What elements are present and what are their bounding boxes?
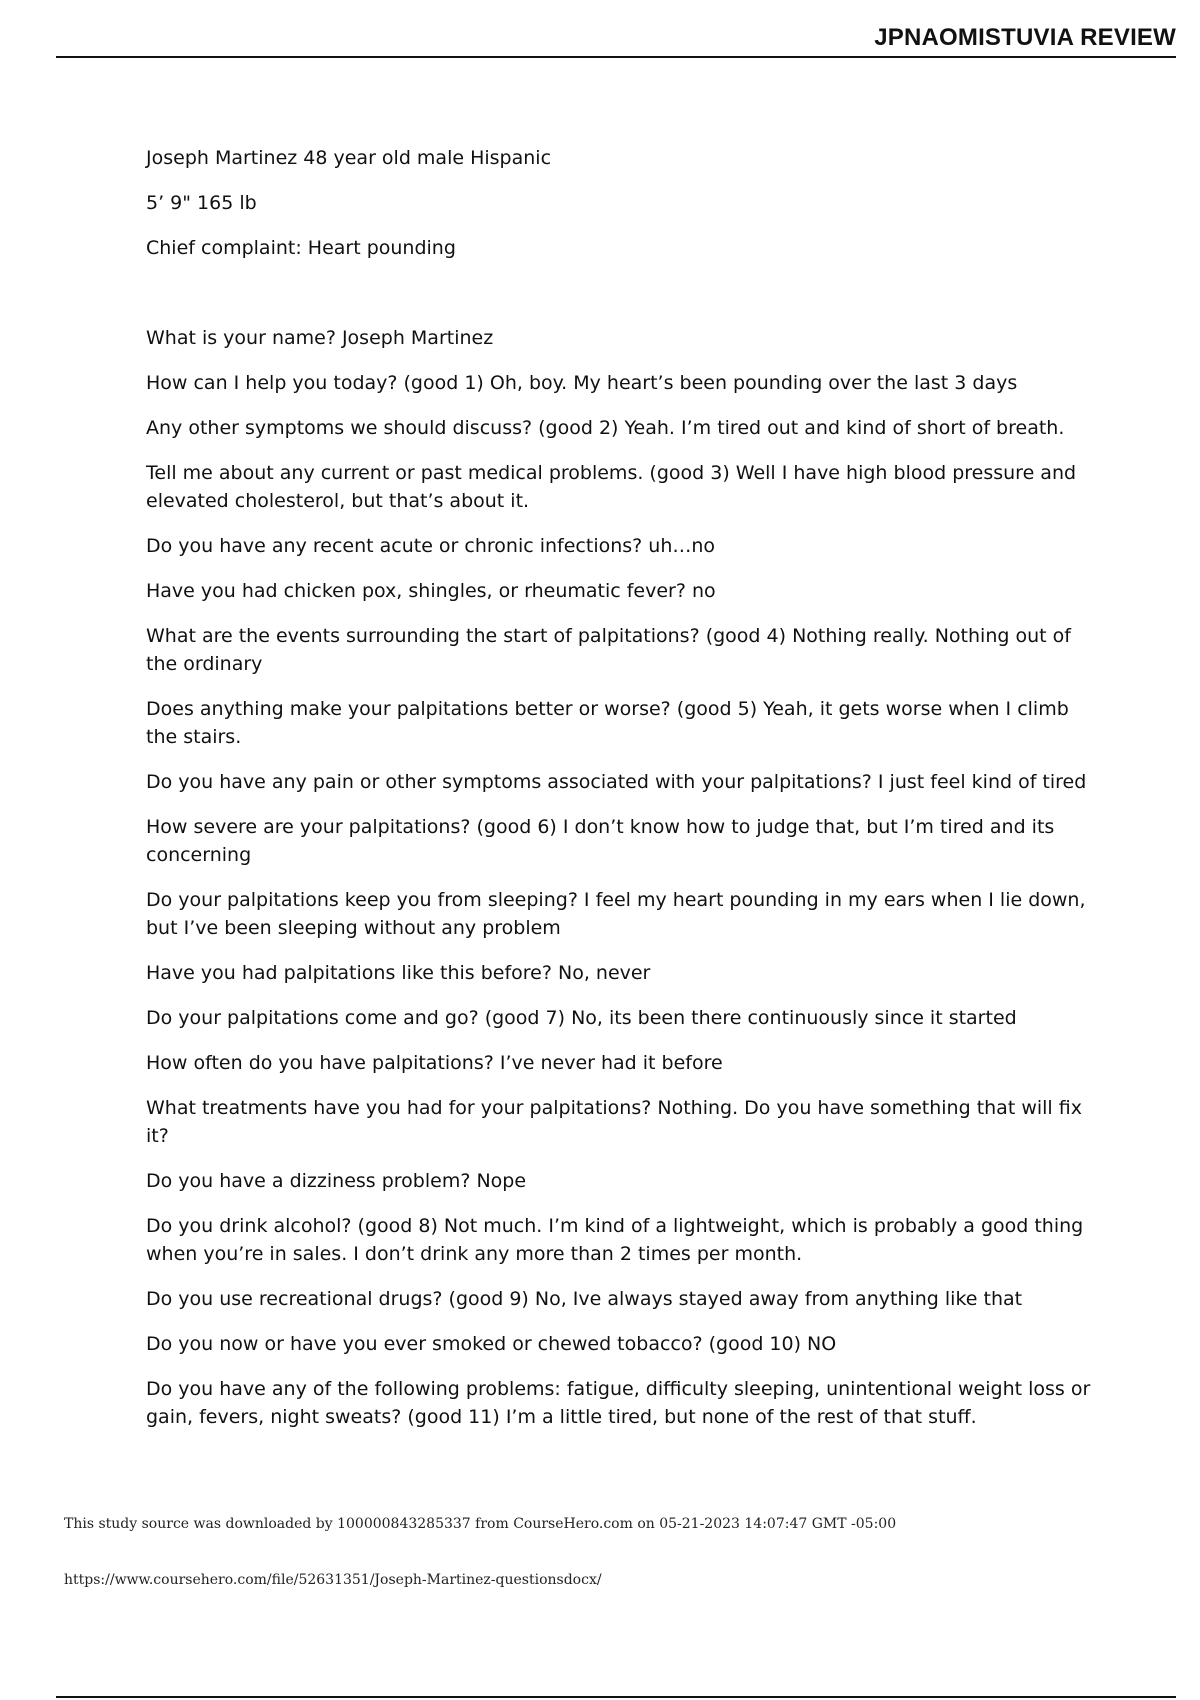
qa-item: Tell me about any current or past medical problems. (good 3) Well I have high blood pressure and elevated cholesterol, but that’s about it. — [146, 462, 1077, 512]
qa-item: How often do you have palpitations? I’ve never had it before — [146, 1052, 723, 1074]
qa-item: Do your palpitations keep you from sleeping? I feel my heart pounding in my ears when I lie down, but I’ve been sleeping without any problem — [146, 889, 1086, 939]
patient-name-line: Joseph Martinez 48 year old male Hispanic — [146, 147, 552, 169]
qa-item: Do your palpitations come and go? (good 7) No, its been there continuously since it started — [146, 1007, 1017, 1029]
qa-item: Does anything make your palpitations better or worse? (good 5) Yeah, it gets worse when I climb the stairs. — [146, 698, 1069, 748]
qa-list — [146, 324, 1091, 1431]
qa-item: What is your name? Joseph Martinez — [146, 327, 494, 349]
chief-complaint-line: Chief complaint: Heart pounding — [146, 237, 456, 259]
patient-info — [146, 144, 1091, 262]
qa-item: Do you now or have you ever smoked or chewed tobacco? (good 10) NO — [146, 1333, 837, 1355]
header-divider — [56, 56, 1176, 58]
qa-item: Have you had chicken pox, shingles, or rheumatic fever? no — [146, 580, 716, 602]
qa-item: Do you use recreational drugs? (good 9) No, Ive always stayed away from anything like that — [146, 1288, 1023, 1310]
qa-item: What treatments have you had for your palpitations? Nothing. Do you have something that will fix it? — [146, 1097, 1082, 1147]
page-header-title: JPNAOMISTUVIA REVIEW — [874, 24, 1176, 51]
qa-item: Do you have a dizziness problem? Nope — [146, 1170, 527, 1192]
qa-item: Any other symptoms we should discuss? (good 2) Yeah. I’m tired out and kind of short of breath. — [146, 417, 1065, 439]
qa-item: What are the events surrounding the start of palpitations? (good 4) Nothing really. Nothing out of the ordinary — [146, 625, 1071, 675]
qa-item: Do you have any of the following problems: fatigue, difficulty sleeping, unintentional weight loss or gain, fevers, night sweats? (good 11) I’m a little tired, but none of the rest of that stuff. — [146, 1378, 1091, 1428]
source-url[interactable]: https://www.coursehero.com/file/52631351/Joseph-Martinez-questionsdocx/ — [64, 1572, 602, 1588]
qa-item: Have you had palpitations like this before? No, never — [146, 962, 651, 984]
qa-item: How can I help you today? (good 1) Oh, boy. My heart’s been pounding over the last 3 days — [146, 372, 1018, 394]
footer-divider — [56, 1696, 1176, 1698]
download-source-note: This study source was downloaded by 100000843285337 from CourseHero.com on 05-21-2023 14:07:47 GMT -05:00 — [64, 1516, 897, 1532]
document-body — [146, 144, 1091, 1448]
patient-height-weight-line: 5’ 9" 165 lb — [146, 192, 257, 214]
qa-item: Do you have any recent acute or chronic infections? uh…no — [146, 535, 716, 557]
qa-item: Do you drink alcohol? (good 8) Not much. I’m kind of a lightweight, which is probably a good thing when you’re in sales. I don’t drink any more than 2 times per month. — [146, 1215, 1084, 1265]
qa-item: How severe are your palpitations? (good 6) I don’t know how to judge that, but I’m tired and its concerning — [146, 816, 1055, 866]
qa-item: Do you have any pain or other symptoms associated with your palpitations? I just feel kind of tired — [146, 771, 1087, 793]
